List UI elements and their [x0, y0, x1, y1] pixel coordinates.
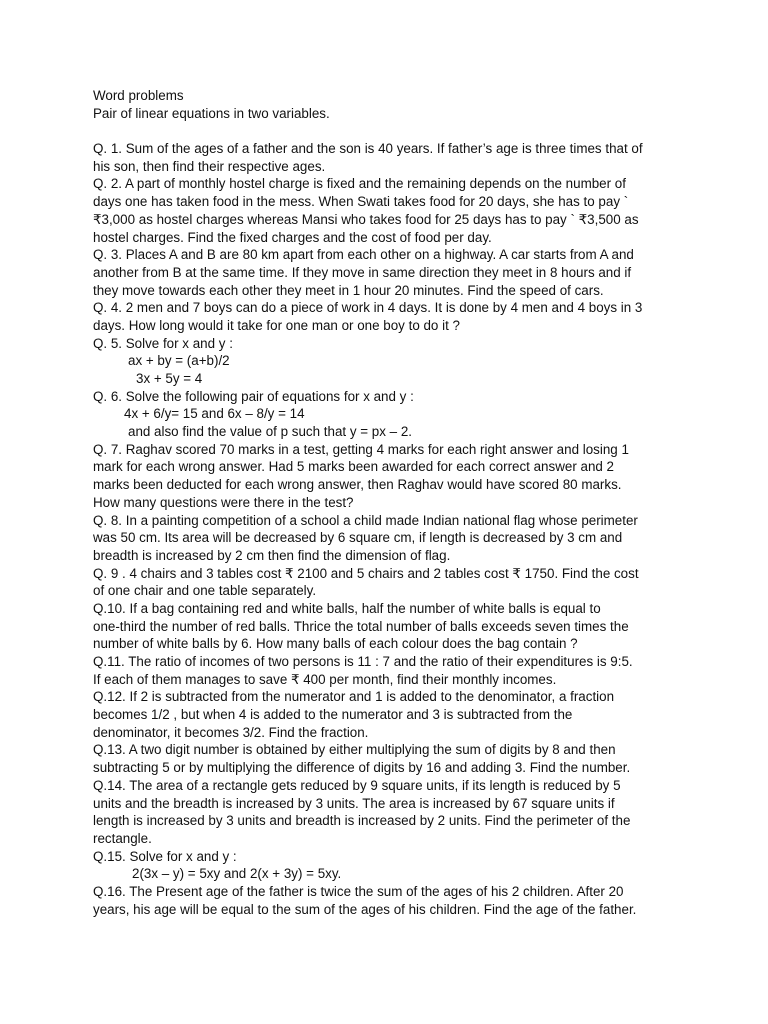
question-4-line-2: days. How long would it take for one man or one boy to do it ?	[93, 317, 460, 333]
question-1-line-1: Q. 1. Sum of the ages of a father and the son is 40 years. If father’s age is three times that of	[93, 141, 643, 157]
question-13-line-1: Q.13. A two digit number is obtained by either multiplying the sum of digits by 8 and then	[93, 742, 616, 758]
question-3-line-1: Q. 3. Places A and B are 80 km apart from each other on a highway. A car starts from A and	[93, 247, 634, 263]
worksheet-title: Word problems	[93, 88, 184, 103]
question-6-equation-1: 4x + 6/y= 15 and 6x – 8/y = 14	[124, 406, 305, 422]
question-11-line-1: Q.11. The ratio of incomes of two persons is 11 : 7 and the ratio of their expenditures is 9:5.	[93, 654, 633, 669]
question-2-line-4: hostel charges. Find the fixed charges and the cost of food per day.	[93, 229, 492, 245]
question-12-line-2: becomes 1/2 , but when 4 is added to the numerator and 3 is subtracted from the	[93, 707, 573, 723]
question-10-line-2: one-third the number of red balls. Thrice the total number of balls exceeds seven times the	[93, 618, 629, 634]
question-10-line-1: Q.10. If a bag containing red and white balls, half the number of white balls is equal to	[93, 600, 601, 616]
question-6-equation-2: and also find the value of p such that y = px – 2.	[128, 424, 412, 440]
question-16-line-2: years, his age will be equal to the sum of the ages of his children. Find the age of the father.	[93, 901, 637, 917]
question-11-line-2: If each of them manages to save ₹ 400 per month, find their monthly incomes.	[93, 671, 557, 687]
question-4-line-1: Q. 4. 2 men and 7 boys can do a piece of work in 4 days. It is done by 4 men and 4 boys in 3	[93, 300, 643, 316]
question-14-line-4: rectangle.	[93, 830, 152, 846]
question-7-line-1: Q. 7. Raghav scored 70 marks in a test, getting 4 marks for each right answer and losing 1	[93, 441, 629, 457]
worksheet-subtitle: Pair of linear equations in two variables.	[93, 105, 330, 121]
question-3-line-3: they move towards each other they meet in 1 hour 20 minutes. Find the speed of cars.	[93, 282, 604, 298]
question-15-line-1: Q.15. Solve for x and y :	[93, 848, 237, 864]
question-14-line-2: units and the breadth is increased by 3 units. The area is increased by 67 square units if	[93, 795, 615, 811]
question-7-line-4: How many questions were there in the test?	[93, 494, 354, 510]
question-5-line-1: Q. 5. Solve for x and y :	[93, 335, 233, 351]
question-7-line-3: marks been deducted for each wrong answer, then Raghav would have scored 80 marks.	[93, 477, 622, 493]
question-16-line-1: Q.16. The Present age of the father is twice the sum of the ages of his 2 children. After 20	[93, 883, 624, 899]
question-12-line-1: Q.12. If 2 is subtracted from the numerator and 1 is added to the denominator, a fraction	[93, 689, 615, 705]
question-5-equation-1: ax + by = (a+b)/2	[128, 353, 230, 369]
spacer	[93, 122, 693, 140]
question-3-line-2: another from B at the same time. If they move in same direction they meet in 8 hours and if	[93, 264, 632, 280]
question-9-line-1: Q. 9 . 4 chairs and 3 tables cost ₹ 2100 and 5 chairs and 2 tables cost ₹ 1750. Find the cost	[93, 565, 639, 581]
question-6-line-1: Q. 6. Solve the following pair of equations for x and y :	[93, 388, 414, 404]
question-15-equation-1: 2(3x – y) = 5xy and 2(x + 3y) = 5xy.	[132, 866, 342, 882]
question-8-line-3: breadth is increased by 2 cm then find the dimension of flag.	[93, 547, 451, 563]
question-2-line-3: ₹3,000 as hostel charges whereas Mansi who takes food for 25 days has to pay ` ₹3,500 as	[93, 211, 639, 227]
question-2-line-2: days one has taken food in the mess. When Swati takes food for 20 days, she has to pay `	[93, 194, 629, 210]
question-13-line-2: subtracting 5 or by multiplying the difference of digits by 16 and adding 3. Find the number.	[93, 760, 631, 776]
question-8-line-1: Q. 8. In a painting competition of a school a child made Indian national flag whose perimeter	[93, 512, 638, 528]
question-5-equation-2: 3x + 5y = 4	[136, 371, 203, 386]
question-1-line-2: his son, then find their respective ages.	[93, 158, 326, 174]
question-14-line-1: Q.14. The area of a rectangle gets reduced by 9 square units, if its length is reduced by 5	[93, 777, 621, 793]
question-2-line-1: Q. 2. A part of monthly hostel charge is fixed and the remaining depends on the number of	[93, 176, 626, 192]
worksheet-page	[93, 87, 693, 918]
question-9-line-2: of one chair and one table separately.	[93, 583, 317, 599]
question-12-line-3: denominator, it becomes 3/2. Find the fraction.	[93, 724, 369, 740]
question-8-line-2: was 50 cm. Its area will be decreased by 6 square cm, if length is decreased by 3 cm and	[93, 530, 623, 546]
question-14-line-3: length is increased by 3 units and breadth is increased by 2 units. Find the perimeter of the	[93, 813, 631, 829]
question-10-line-3: number of white balls by 6. How many balls of each colour does the bag contain ?	[93, 636, 578, 652]
question-7-line-2: mark for each wrong answer. Had 5 marks been awarded for each correct answer and 2	[93, 459, 615, 475]
